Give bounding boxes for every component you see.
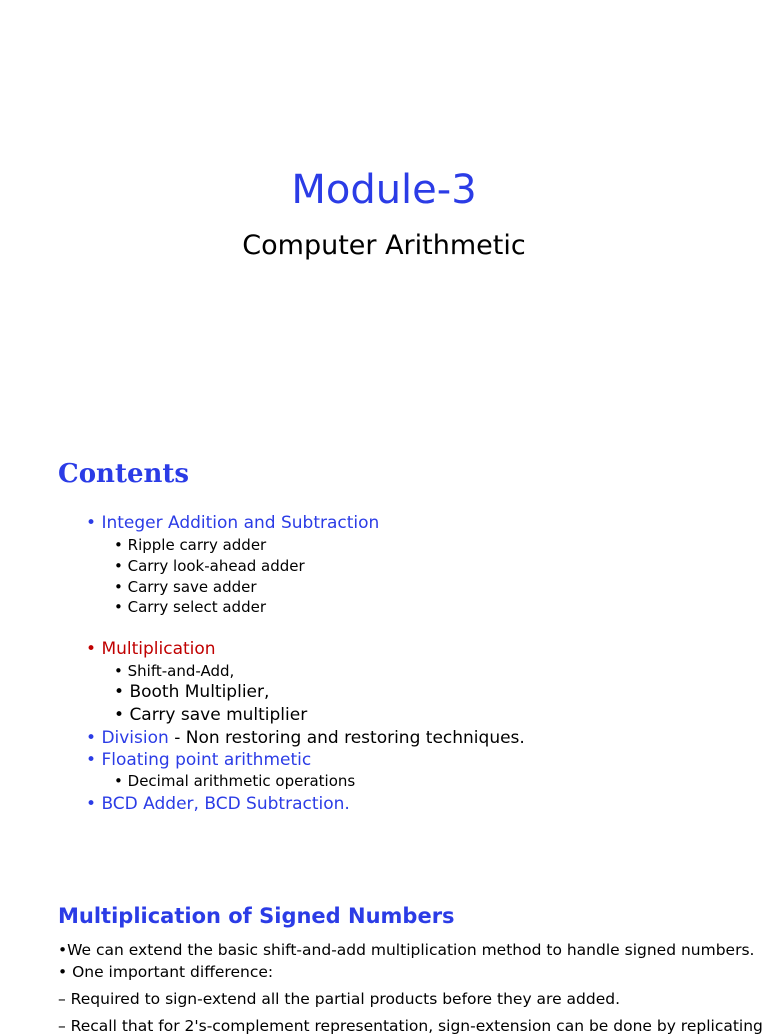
subitem: • Decimal arithmetic operations [114, 772, 356, 790]
contents-heading: Contents [58, 459, 190, 489]
bullet: • [86, 639, 97, 659]
body-line: – Recall that for 2's-complement representation, sign-extension can be done by replicating [58, 1017, 763, 1035]
subitem: • Carry save multiplier [114, 705, 308, 725]
item-floating-point: • Floating point arithmetic [86, 750, 312, 770]
item-bcd-rest: . [344, 794, 350, 814]
item-division: • Division - Non restoring and restoring techniques. [86, 728, 525, 748]
item-division-label: Division [101, 728, 169, 748]
subitem: • Shift-and-Add, [114, 662, 235, 680]
subitem: • Carry look-ahead adder [114, 557, 305, 575]
subitem: • Ripple carry adder [114, 536, 267, 554]
subitem: • Booth Multiplier, [114, 682, 270, 702]
item-integer-label: Integer Addition and Subtraction [101, 513, 380, 533]
section-heading: Multiplication of Signed Numbers [58, 904, 455, 928]
item-multiplication [86, 638, 216, 660]
subitem: • Carry select adder [114, 598, 266, 616]
body-line: – Required to sign-extend all the partial products before they are added. [58, 990, 621, 1008]
module-subtitle: Computer Arithmetic [242, 230, 526, 261]
body-line: •We can extend the basic shift-and-add multiplication method to handle signed numbers. [58, 941, 755, 959]
bullet: • [86, 513, 97, 533]
subitem: • Carry save adder [114, 578, 257, 596]
item-bcd-label: BCD Adder, BCD Subtraction [101, 794, 345, 814]
item-integer [86, 512, 379, 534]
body-line: • One important difference: [58, 963, 274, 981]
item-bcd: • BCD Adder, BCD Subtraction. [86, 794, 350, 814]
item-division-rest: - Non restoring and restoring techniques. [168, 728, 525, 748]
item-multiplication-label: Multiplication [101, 639, 216, 659]
module-title: Module-3 [291, 167, 477, 213]
item-floating-point-label: Floating point arithmetic [101, 750, 312, 770]
